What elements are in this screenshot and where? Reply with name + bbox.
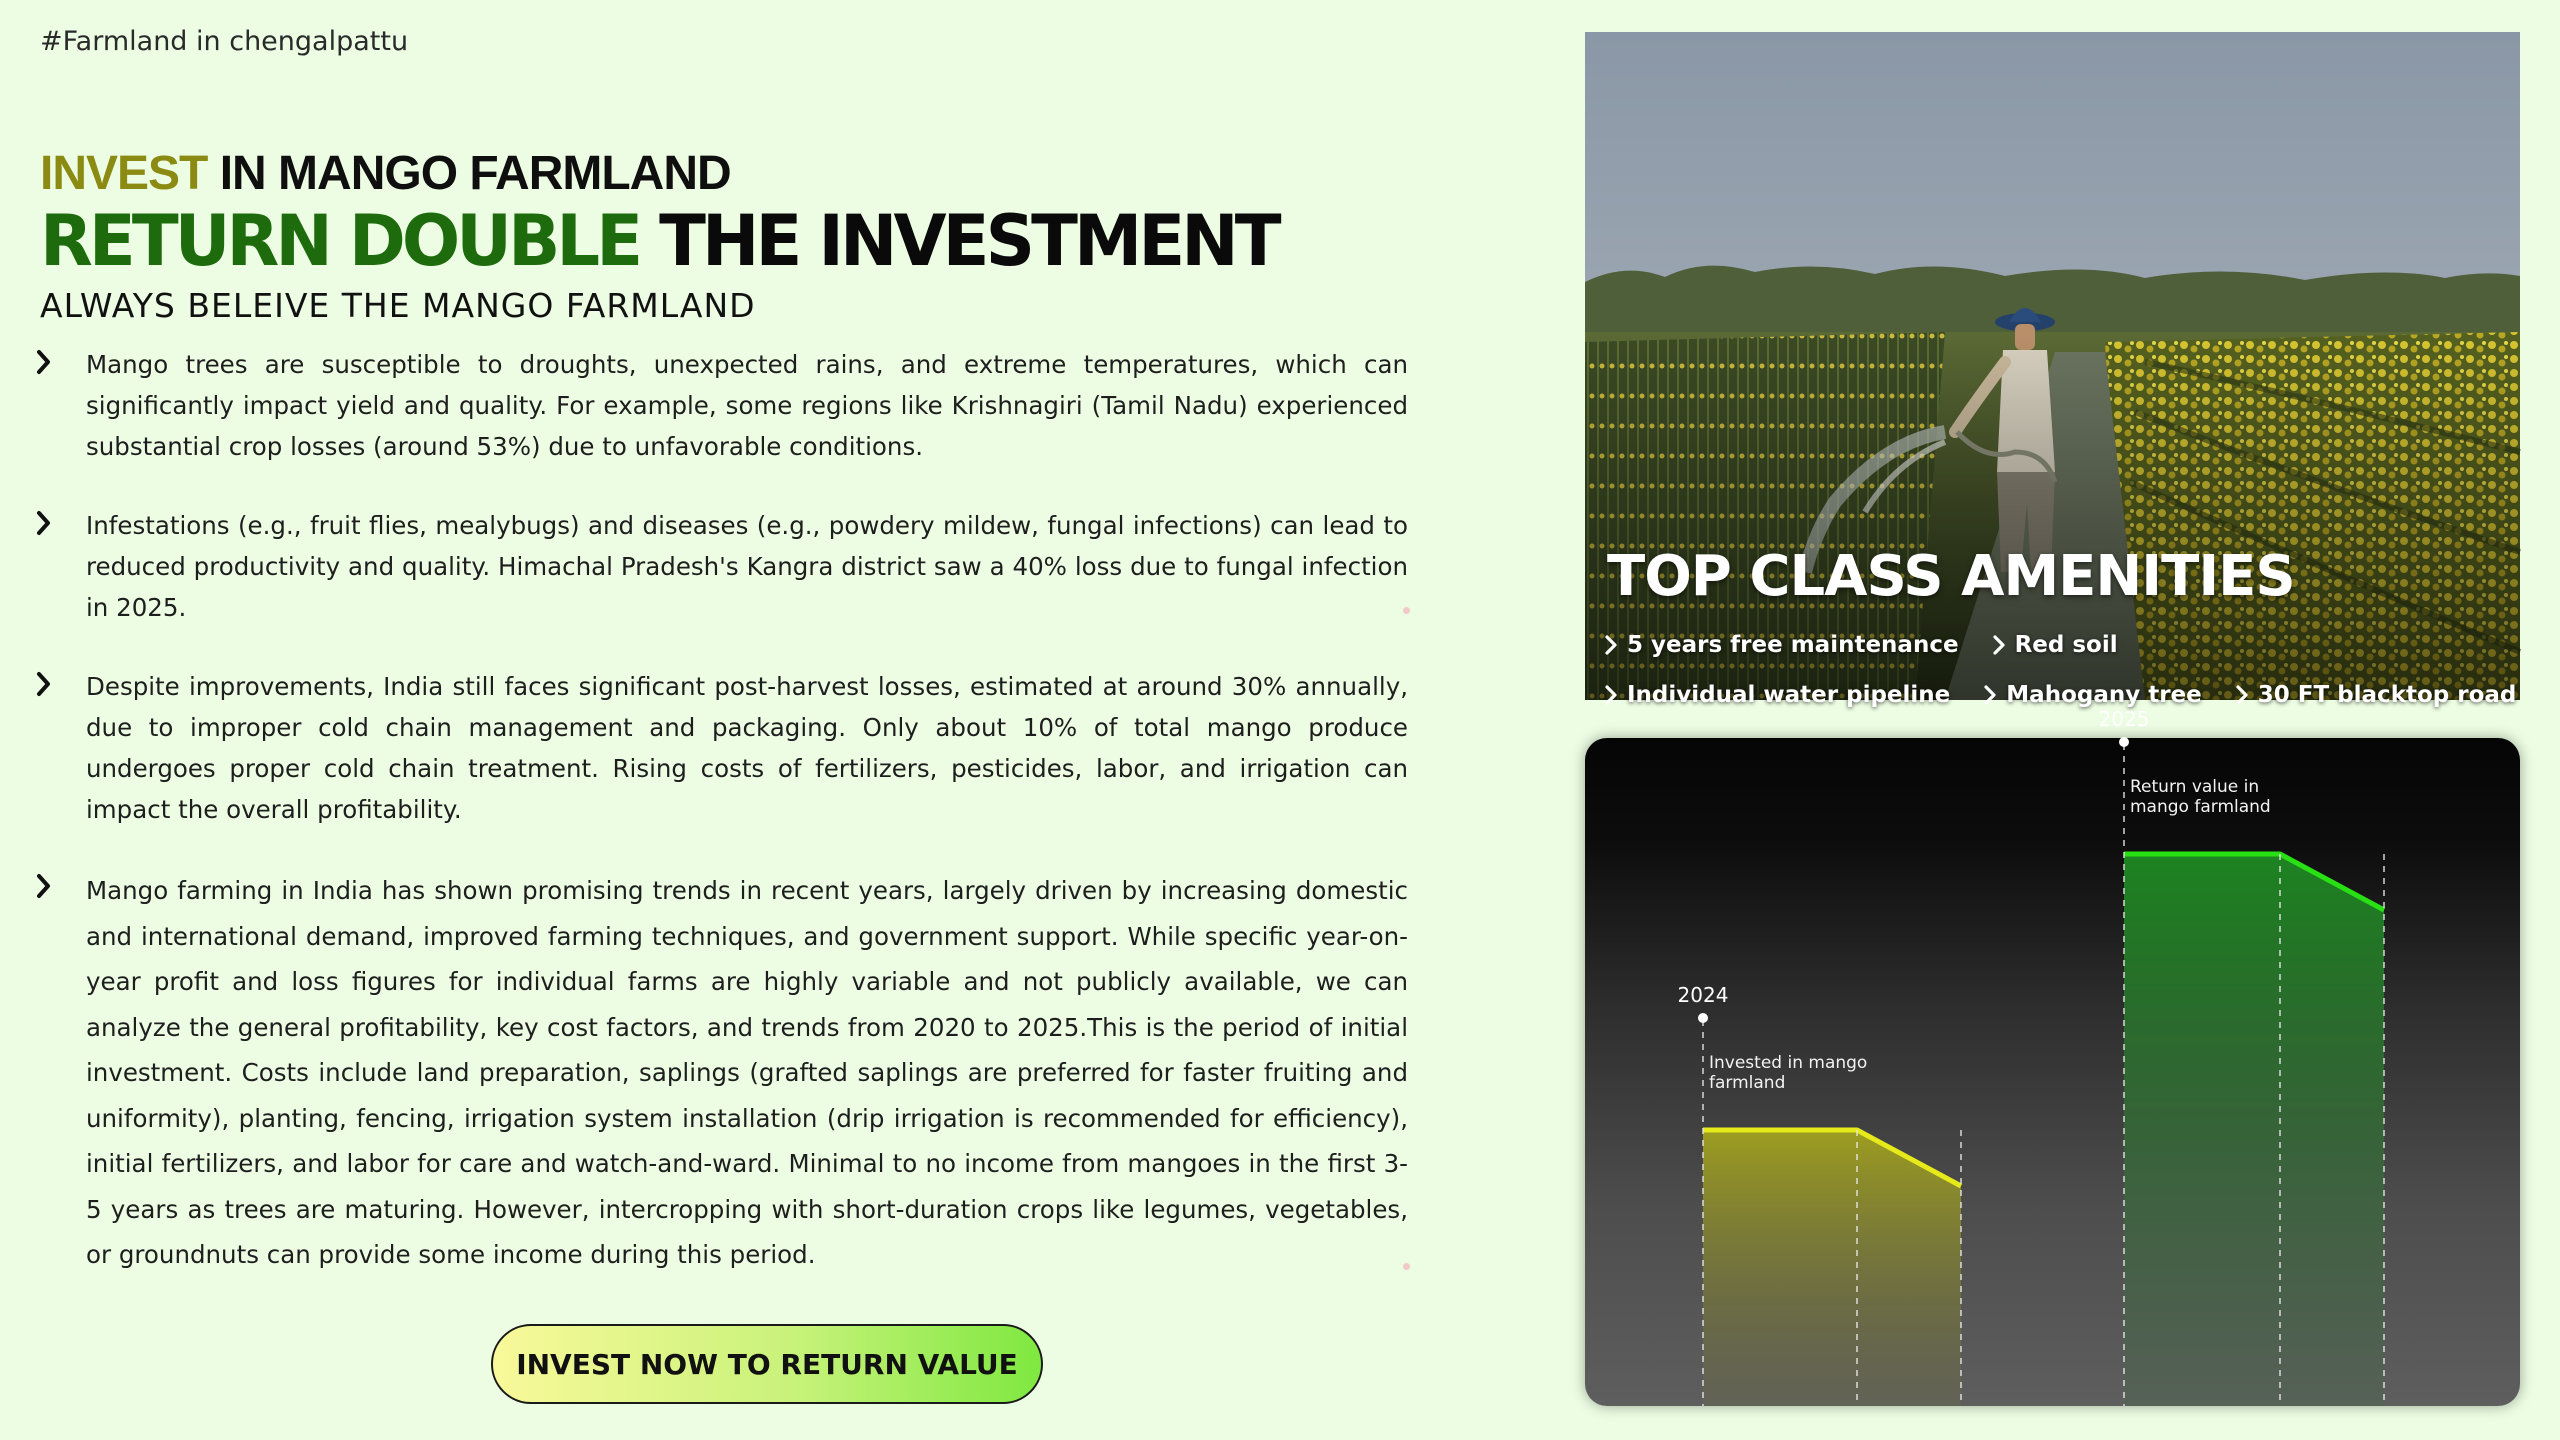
- list-item: [36, 505, 1408, 666]
- point-text: Mango farming in India has shown promising trends in recent years, largely driven by increasing domestic and international demand, improved farming techniques, and government support. While specific year-on-year profit and loss figures for individual farms are highly variable and not publicly available, we can analyze the general profitability, key cost factors, and trends from 2020 to 2025.This is the period of initial investment. Costs include land preparation, saplings (grafted saplings are preferred for faster fruiting and uniformity), planting, fencing, irrigation system installation (drip irrigation is recommended for efficiency), initial fertilizers, and labor for care and watch-and-ward. Minimal to no income from mangoes in the first 3-5 years as trees are maturing. However, intercropping with short-duration crops like legumes, vegetables, or groundnuts can provide some income during this period.: [86, 876, 1408, 1269]
- headline-the-investment: THE INVESTMENT: [659, 200, 1278, 282]
- point-text: Mango trees are susceptible to droughts, unexpected rains, and extreme temperatures, which can significantly impact yield and quality. For example, some regions like Krishnagiri (Tamil Nadu) experienced substantial crop losses (around 53%) due to unfavorable conditions.: [86, 350, 1408, 461]
- chevron-right-icon: [1993, 635, 2005, 655]
- amenity-label: Mahogany tree: [2006, 682, 2202, 708]
- headline-line-2: [40, 200, 1392, 282]
- chevron-right-icon: [36, 666, 86, 696]
- chevron-right-icon: [2236, 685, 2248, 705]
- decorative-dot: [1403, 1263, 1410, 1270]
- headline-mango-farmland: IN MANGO FARMLAND: [219, 147, 731, 200]
- headline-return-double: RETURN DOUBLE: [40, 200, 640, 282]
- amenities-photo-card: [1585, 32, 2520, 708]
- amenities-row: [1605, 632, 2152, 658]
- amenity-item: [1605, 682, 1950, 708]
- chevron-right-icon: [36, 344, 86, 374]
- amenity-item: [1984, 682, 2201, 708]
- point-text: Infestations (e.g., fruit flies, mealybugs) and diseases (e.g., powdery mildew, fungal infections) can lead to reduced productivity and quality. Himachal Pradesh's Kangra district saw a 40% loss due to fungal infection in 2025.: [86, 511, 1408, 622]
- amenity-label: 30 FT blacktop road: [2257, 682, 2517, 708]
- amenity-label: Individual water pipeline: [1627, 682, 1951, 708]
- chevron-right-icon: [36, 868, 86, 898]
- amenity-label: 5 years free maintenance: [1627, 632, 1959, 658]
- decorative-dot: [1403, 607, 1410, 614]
- chevron-right-icon: [1984, 685, 1996, 705]
- series-label: mango farmland: [2130, 797, 2271, 817]
- amenity-item: [1605, 632, 1959, 658]
- info-points-list: [36, 344, 1408, 1278]
- year-label: 2025: [2098, 707, 2150, 731]
- list-item: [36, 344, 1408, 505]
- investment-chart-card: [1585, 707, 2520, 1406]
- series-label: Invested in mango: [1709, 1053, 1868, 1073]
- point-text: Despite improvements, India still faces significant post-harvest losses, estimated at around 30% annually, due to improper cold chain management and packaging. Only about 10% of total mango produce undergoes proper cold chain treatment. Rising costs of fertilizers, pesticides, labor, and irrigation can impact the overall profitability.: [86, 672, 1408, 824]
- investment-chart: [1585, 707, 2520, 1406]
- headline: [40, 147, 1420, 325]
- amenities-title: TOP CLASS AMENITIES: [1607, 544, 2295, 609]
- list-item: [36, 868, 1408, 1278]
- year-marker: [2119, 737, 2129, 747]
- series-label: Return value in: [2130, 777, 2260, 797]
- year-label: 2024: [1677, 983, 1729, 1007]
- chevron-right-icon: [1605, 635, 1617, 655]
- amenities-row: [1605, 682, 2550, 708]
- series-area: [1703, 1130, 1961, 1406]
- series-area: [2124, 854, 2384, 1406]
- amenity-item: [1993, 632, 2118, 658]
- headline-tagline: ALWAYS BELEIVE THE MANGO FARMLAND: [40, 286, 756, 325]
- invest-now-button[interactable]: INVEST NOW TO RETURN VALUE: [491, 1324, 1043, 1404]
- series-label: farmland: [1709, 1073, 1786, 1093]
- hashtag-text: #Farmland in chengalpattu: [40, 26, 409, 57]
- list-item: [36, 666, 1408, 868]
- chevron-right-icon: [1605, 685, 1617, 705]
- chevron-right-icon: [36, 505, 86, 535]
- headline-invest: INVEST: [40, 147, 208, 200]
- amenity-item: [2236, 682, 2517, 708]
- headline-line-1: [40, 147, 1420, 200]
- amenity-label: Red soil: [2014, 632, 2118, 658]
- year-marker: [1698, 1013, 1708, 1023]
